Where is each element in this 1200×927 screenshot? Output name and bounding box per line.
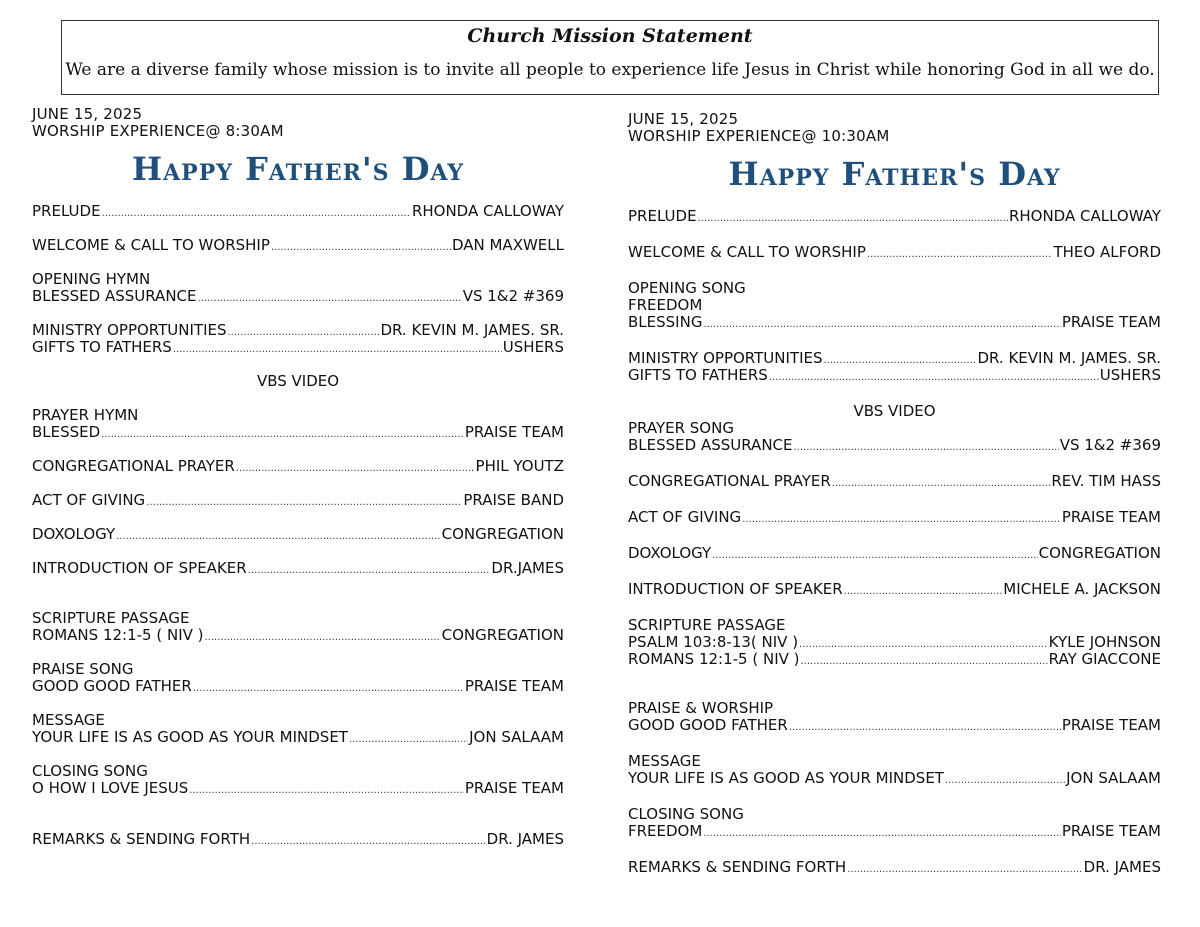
dot-leader — [349, 735, 468, 745]
dot-leader — [198, 294, 462, 304]
program-item — [32, 322, 564, 339]
item-label: INTRODUCTION OF SPEAKER — [32, 559, 247, 577]
item-label: MINISTRY OPPORTUNITIES — [628, 349, 823, 367]
program-item — [628, 651, 1161, 668]
item-label: GOOD GOOD FATHER — [32, 677, 192, 695]
section-heading: FREEDOM — [628, 296, 703, 314]
program-item — [32, 237, 564, 254]
program-item — [628, 581, 1161, 598]
program-date: JUNE 15, 2025 — [32, 105, 143, 123]
item-leader: JON SALAAM — [1066, 769, 1161, 787]
program-item — [628, 770, 1161, 787]
dot-leader — [698, 214, 1008, 224]
program-item — [628, 634, 1161, 651]
dot-leader — [116, 532, 440, 542]
item-leader: MICHELE A. JACKSON — [1003, 580, 1161, 598]
item-label: FREEDOM — [628, 822, 703, 840]
dot-leader — [712, 551, 1037, 561]
dot-leader — [847, 865, 1083, 875]
item-label: DOXOLOGY — [628, 544, 712, 562]
program-service: WORSHIP EXPERIENCE@ 10:30AM — [628, 127, 890, 145]
item-label: PRELUDE — [628, 207, 697, 225]
item-label: WELCOME & CALL TO WORSHIP — [32, 236, 270, 254]
section-heading: PRAISE & WORSHIP — [628, 699, 774, 717]
dot-leader — [251, 837, 486, 847]
item-leader: DR.JAMES — [491, 559, 564, 577]
item-label: REMARKS & SENDING FORTH — [628, 858, 847, 876]
dot-leader — [193, 684, 464, 694]
item-label: BLESSED ASSURANCE — [628, 436, 793, 454]
dot-leader — [101, 430, 464, 440]
section-heading: PRAYER SONG — [628, 419, 734, 437]
item-leader: PRAISE BAND — [463, 491, 564, 509]
dot-leader — [173, 345, 502, 355]
item-leader: RHONDA CALLOWAY — [411, 202, 564, 220]
program-item — [628, 367, 1161, 384]
section-heading: PRAISE SONG — [32, 660, 134, 678]
item-leader: CONGREGATION — [441, 626, 564, 644]
item-label: WELCOME & CALL TO WORSHIP — [628, 243, 866, 261]
section-heading: CLOSING SONG — [32, 762, 148, 780]
item-leader: CONGREGATION — [441, 525, 564, 543]
item-label: GOOD GOOD FATHER — [628, 716, 788, 734]
program-item — [32, 288, 564, 305]
program-8-30 — [32, 106, 564, 848]
dot-leader — [824, 356, 977, 366]
item-leader: CONGREGATION — [1038, 544, 1161, 562]
section-heading: MESSAGE — [32, 711, 105, 729]
item-label: INTRODUCTION OF SPEAKER — [628, 580, 843, 598]
program-item — [32, 492, 564, 509]
item-leader: USHERS — [1099, 366, 1161, 384]
item-leader: VS 1&2 #369 — [1059, 436, 1161, 454]
dot-leader — [742, 515, 1061, 525]
dot-leader — [867, 250, 1053, 260]
dot-leader — [799, 640, 1048, 650]
item-label: BLESSED — [32, 423, 101, 441]
item-label: CONGREGATIONAL PRAYER — [32, 457, 235, 475]
dot-leader — [228, 328, 380, 338]
item-leader: PRAISE TEAM — [1061, 313, 1161, 331]
program-service: WORSHIP EXPERIENCE@ 8:30AM — [32, 122, 284, 140]
program-order — [32, 203, 564, 848]
section-heading: SCRIPTURE PASSAGE — [32, 609, 190, 627]
item-leader: RAY GIACCONE — [1048, 650, 1161, 668]
dot-leader — [801, 657, 1048, 667]
program-item — [32, 627, 564, 644]
program-item — [32, 678, 564, 695]
item-leader: PRAISE TEAM — [1061, 822, 1161, 840]
item-label: MINISTRY OPPORTUNITIES — [32, 321, 227, 339]
item-label: GIFTS TO FATHERS — [32, 338, 172, 356]
item-leader: PRAISE TEAM — [464, 677, 564, 695]
item-leader: JON SALAAM — [469, 728, 564, 746]
item-leader: KYLE JOHNSON — [1048, 633, 1161, 651]
program-item — [628, 509, 1161, 526]
item-leader: PRAISE TEAM — [464, 423, 564, 441]
program-date: JUNE 15, 2025 — [628, 110, 739, 128]
item-label: ROMANS 12:1-5 ( NIV ) — [32, 626, 204, 644]
program-10-30 — [628, 111, 1161, 876]
item-label: GIFTS TO FATHERS — [628, 366, 768, 384]
program-item — [32, 560, 564, 577]
item-label: ROMANS 12:1-5 ( NIV ) — [628, 650, 800, 668]
dot-leader — [832, 479, 1051, 489]
item-label: PRELUDE — [32, 202, 101, 220]
item-leader: REV. TIM HASS — [1051, 472, 1161, 490]
item-leader: DR. KEVIN M. JAMES. SR. — [977, 349, 1161, 367]
program-item — [628, 208, 1161, 225]
dot-leader — [769, 373, 1099, 383]
item-label: BLESSED ASSURANCE — [32, 287, 197, 305]
mission-title: Church Mission Statement — [467, 25, 753, 47]
dot-leader — [271, 243, 451, 253]
section-heading: CLOSING SONG — [628, 805, 744, 823]
program-item — [628, 859, 1161, 876]
program-item — [32, 780, 564, 797]
item-label: YOUR LIFE IS AS GOOD AS YOUR MINDSET — [628, 769, 944, 787]
dot-leader — [789, 723, 1061, 733]
item-leader: DR. JAMES — [486, 830, 564, 848]
dot-leader — [102, 209, 411, 219]
item-leader: VS 1&2 #369 — [462, 287, 564, 305]
item-label: REMARKS & SENDING FORTH — [32, 830, 251, 848]
dot-leader — [703, 829, 1061, 839]
item-leader: USHERS — [502, 338, 564, 356]
item-leader: DR. KEVIN M. JAMES. SR. — [380, 321, 564, 339]
program-item — [32, 729, 564, 746]
item-label: O HOW I LOVE JESUS — [32, 779, 189, 797]
program-item — [628, 314, 1161, 331]
item-leader: RHONDA CALLOWAY — [1008, 207, 1161, 225]
section-heading: MESSAGE — [628, 752, 701, 770]
program-item — [628, 437, 1161, 454]
item-leader: DR. JAMES — [1083, 858, 1161, 876]
item-label: YOUR LIFE IS AS GOOD AS YOUR MINDSET — [32, 728, 348, 746]
program-item — [628, 545, 1161, 562]
dot-leader — [794, 443, 1059, 453]
mission-statement-box — [61, 20, 1159, 95]
dot-leader — [945, 776, 1065, 786]
item-leader: PRAISE TEAM — [464, 779, 564, 797]
dot-leader — [703, 320, 1060, 330]
program-item — [32, 203, 564, 220]
dot-leader — [248, 566, 491, 576]
program-item — [32, 339, 564, 356]
item-label: DOXOLOGY — [32, 525, 116, 543]
program-item — [32, 526, 564, 543]
dot-leader — [236, 464, 475, 474]
section-heading: PRAYER HYMN — [32, 406, 139, 424]
program-title: Happy Father's Day — [131, 150, 465, 188]
item-label: ACT OF GIVING — [32, 491, 146, 509]
program-item — [32, 458, 564, 475]
section-note: VBS VIDEO — [256, 372, 340, 390]
item-label: ACT OF GIVING — [628, 508, 742, 526]
dot-leader — [189, 786, 464, 796]
item-leader: PHIL YOUTZ — [475, 457, 564, 475]
program-item — [628, 350, 1161, 367]
section-heading: OPENING SONG — [628, 279, 746, 297]
program-item — [628, 717, 1161, 734]
program-item — [628, 244, 1161, 261]
dot-leader — [146, 498, 462, 508]
section-heading: SCRIPTURE PASSAGE — [628, 616, 786, 634]
program-item — [628, 473, 1161, 490]
item-leader: DAN MAXWELL — [451, 236, 564, 254]
program-item — [32, 424, 564, 441]
section-note: VBS VIDEO — [853, 402, 936, 420]
item-leader: THEO ALFORD — [1053, 243, 1161, 261]
item-label: BLESSING — [628, 313, 703, 331]
program-order — [628, 208, 1161, 876]
program-item — [628, 823, 1161, 840]
dot-leader — [205, 633, 441, 643]
dot-leader — [844, 587, 1003, 597]
mission-text: We are a diverse family whose mission is to invite all people to experience life Jesus in Christ while honoring God in all we do. — [65, 60, 1155, 80]
item-label: PSALM 103:8-13( NIV ) — [628, 633, 799, 651]
section-heading: OPENING HYMN — [32, 270, 151, 288]
item-label: CONGREGATIONAL PRAYER — [628, 472, 831, 490]
item-leader: PRAISE TEAM — [1061, 508, 1161, 526]
item-leader: PRAISE TEAM — [1061, 716, 1161, 734]
program-item — [32, 831, 564, 848]
program-title: Happy Father's Day — [728, 155, 1061, 193]
